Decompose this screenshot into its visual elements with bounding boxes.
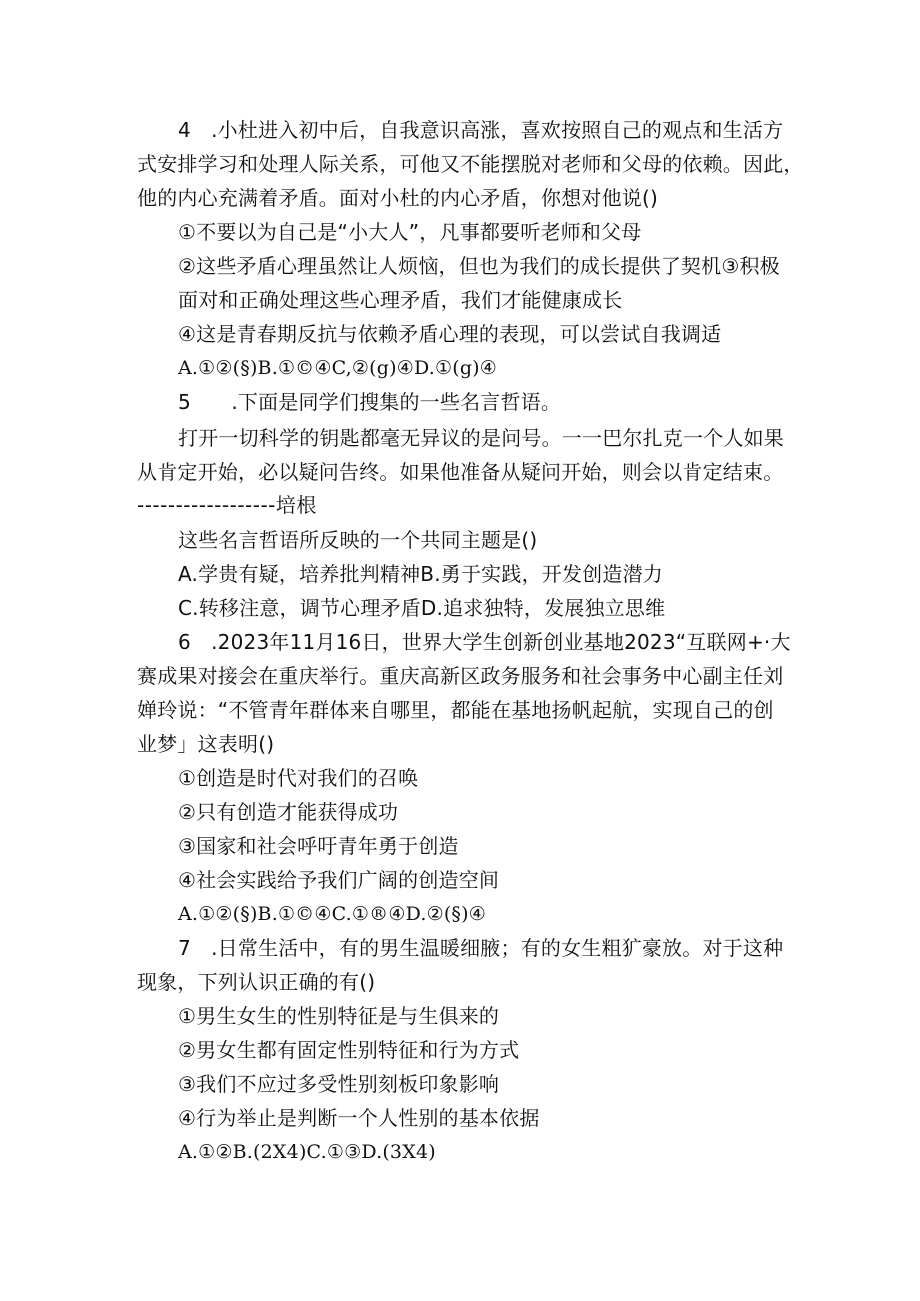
q7-item-3: ③我们不应过多受性别刻板印象影响 [178, 1072, 500, 1096]
q6-stem-line-4: 业梦」这表明() [137, 732, 275, 756]
q7-stem-line-1: 7 .日常生活中，有的男生温暖细腋；有的女生粗犷豪放。对于这种 [178, 936, 784, 960]
q4-options: A.①②(§)B.①©④C,②(g)④D.①(g)④ [178, 357, 498, 379]
q5-question: 这些名言哲语所反映的一个共同主题是() [178, 528, 538, 552]
q4-stem-line-3: 他的内心充满着矛盾。面对小杜的内心矛盾，你想对他说() [137, 186, 659, 210]
q7-stem-line-2: 现象，下列认识正确的有() [137, 970, 376, 994]
q5-options-line-1: A.学贵有疑，培养批判精神B.勇于实践，开发创造潜力 [178, 562, 663, 586]
q6-stem-line-1: 6 .2023年11月16日，世界大学生创新创业基地2023“互联网+·大 [178, 630, 791, 654]
q6-item-2: ②只有创造才能获得成功 [178, 800, 399, 824]
q6-item-3: ③国家和社会呼吁青年勇于创造 [178, 834, 459, 858]
q7-item-1: ①男生女生的性别特征是与生俱来的 [178, 1004, 500, 1028]
q6-options: A.①②(§)B.①©④C.①®④D.②(§)④ [178, 903, 486, 925]
q6-item-4: ④社会实践给予我们广阔的创造空间 [178, 868, 500, 892]
q7-options: A.①②B.(2X4)C.①③D.(3X4) [178, 1141, 436, 1163]
q4-stem-line-2: 式安排学习和处理人际关系，可他又不能摆脱对老师和父母的依赖。因此， [137, 152, 804, 176]
q6-item-1: ①创造是时代对我们的召唤 [178, 766, 419, 790]
q5-options-line-2: C.转移注意，调节心理矛盾D.追求独特，发展独立思维 [178, 596, 666, 620]
q6-stem-line-2: 赛成果对接会在重庆举行。重庆高新区政务服务和社会事务中心副主任刘 [137, 664, 784, 688]
q5-quote-line-2: 从肯定开始，必以疑问告终。如果他准备从疑问开始，则会以肯定结束。 [137, 460, 784, 484]
q6-stem-line-3: 婵玲说：“不管青年群体来自哪里，都能在基地扬帆起航，实现自己的创 [137, 698, 774, 722]
q4-item-2: ②这些矛盾心理虽然让人烦恼，但也为我们的成长提供了契机③积极 [178, 254, 780, 278]
q4-stem-line-1: 4 .小杜进入初中后，自我意识高涨，喜欢按照自己的观点和生活方 [178, 118, 784, 142]
q7-item-2: ②男女生都有固定性别特征和行为方式 [178, 1038, 520, 1062]
q7-item-4: ④行为举止是判断一个人性别的基本依据 [178, 1106, 540, 1130]
q5-quote-line-1: 打开一切科学的钥匙都毫无异议的是问号。一一巴尔扎克一个人如果 [178, 426, 784, 450]
q4-item-4: ④这是青春期反抗与依赖矛盾心理的表现，可以尝试自我调适 [178, 322, 722, 346]
q5-stem-line-1: 5 .下面是同学们搜集的一些名言哲语。 [178, 390, 562, 414]
q4-item-1: ①不要以为自己是“小大人”，凡事都要听老师和父母 [178, 220, 642, 244]
q4-item-2-continued: 面对和正确处理这些心理矛盾，我们才能健康成长 [178, 288, 623, 312]
q5-quote-attribution: ------------------培根 [137, 493, 317, 517]
